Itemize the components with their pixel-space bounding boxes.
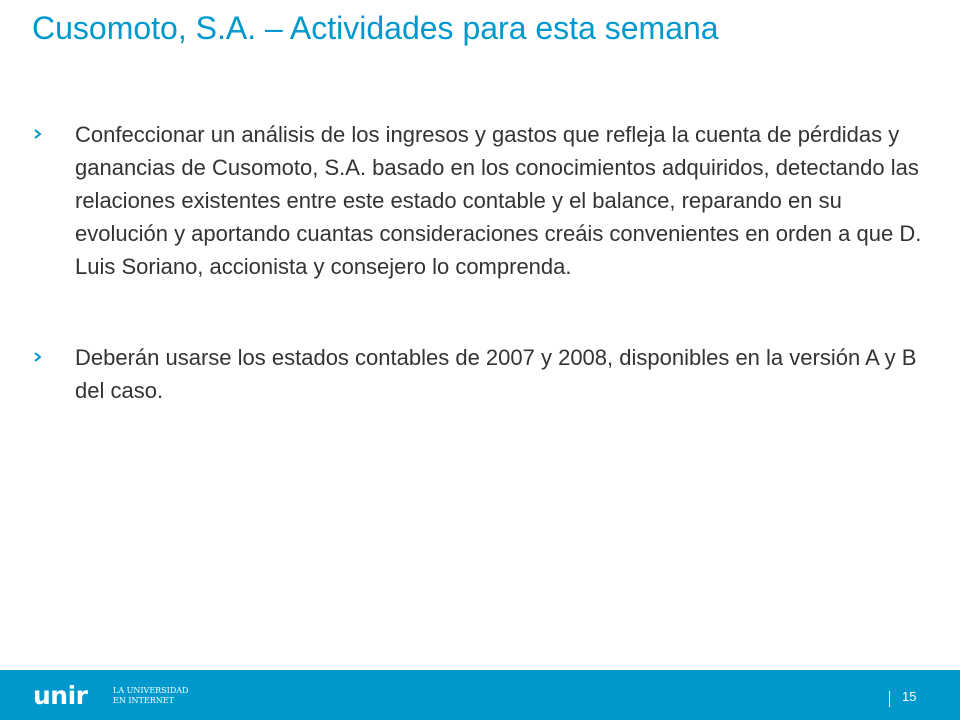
chevron-right-icon (33, 347, 45, 367)
slide-title: Cusomoto, S.A. – Actividades para esta semana (32, 10, 719, 46)
logo-tagline-line2: EN INTERNET (113, 696, 174, 705)
bullet-list (33, 118, 933, 407)
logo-tagline (113, 686, 188, 706)
page-number-divider (889, 691, 890, 707)
footer-bar (0, 670, 960, 720)
bullet-text: Confeccionar un análisis de los ingresos y gastos que refleja la cuenta de pérdidas y ganancias de Cusomoto, S.A. basado en los conocimientos adquiridos, detectando las relaciones existentes entre este estado contable y el balance, reparando en su evolución y aportando cuantas consideraciones creáis convenientes en orden a que D. Luis Soriano, accionista y consejero lo comprenda. (75, 122, 922, 279)
bullet-text: Deberán usarse los estados contables de 2007 y 2008, disponibles en la versión A y B del caso. (75, 345, 917, 403)
logo-tagline-line1: LA UNIVERSIDAD (113, 686, 189, 695)
bullet-item (33, 118, 933, 283)
logo-wordmark: unir (33, 681, 88, 710)
page-number: 15 (902, 689, 917, 704)
chevron-right-icon (33, 124, 45, 144)
bullet-item (33, 341, 933, 407)
